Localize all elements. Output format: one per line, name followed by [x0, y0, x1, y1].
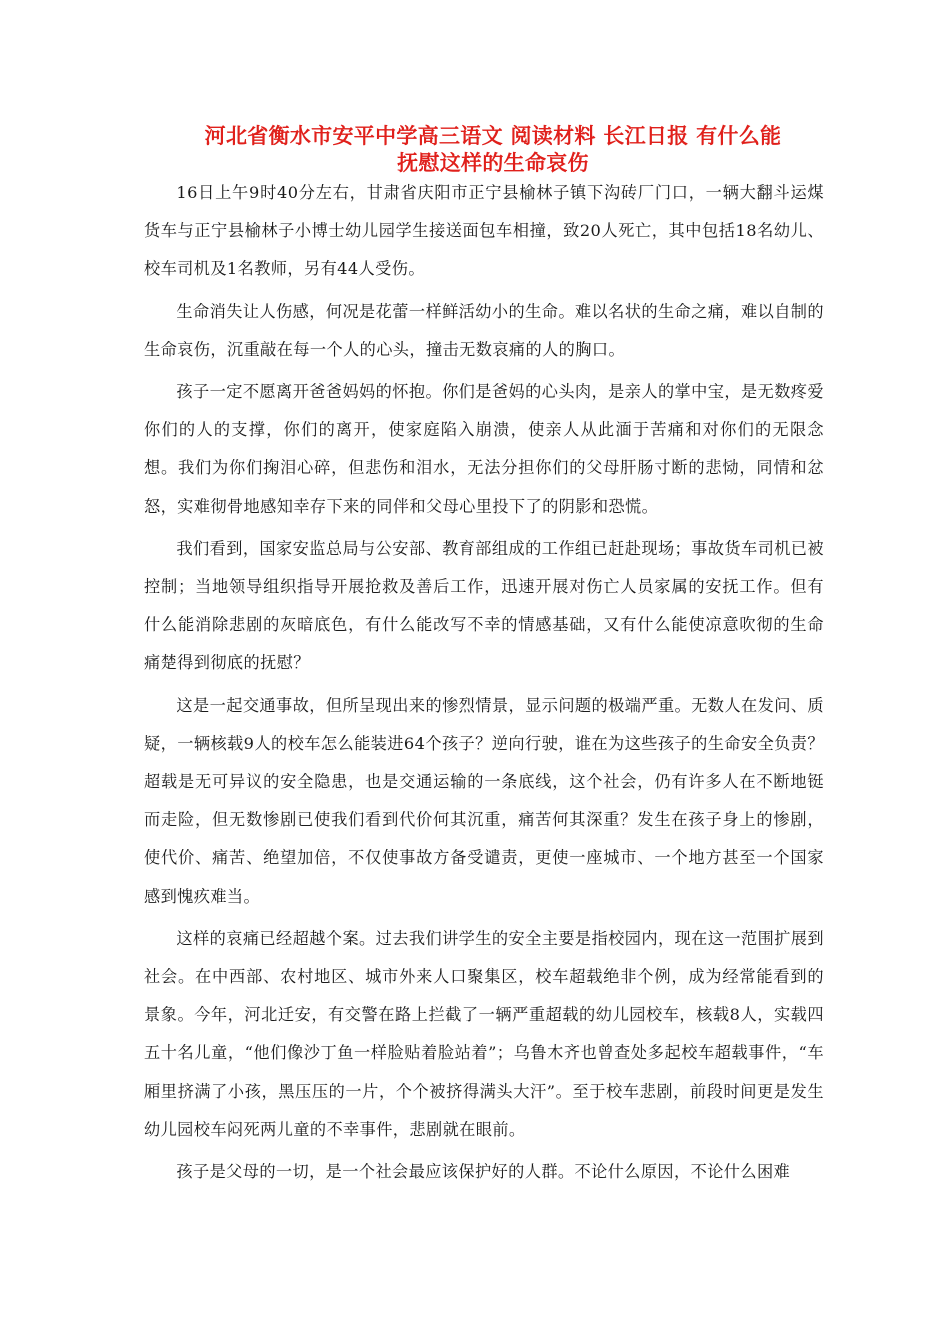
- article-body: [144, 174, 824, 1191]
- paragraph-5: 这是一起交通事故，但所呈现出来的惨烈情景，显示问题的极端严重。无数人在发问、质疑，一辆核载9人的校车怎么能装进64个孩子？逆向行驶，谁在为这些孩子的生命安全负责？超载是无可异议的安全隐患，也是交通运输的一条底线，这个社会，仍有许多人在不断地铤而走险，但无数惨剧已使我们看到代价何其沉重，痛苦何其深重？发生在孩子身上的惨剧，使代价、痛苦、绝望加倍，不仅使事故方备受谴责，更使一座城市、一个地方甚至一个国家感到愧疚难当。: [144, 695, 824, 906]
- document-title-line-2: 抚慰这样的生命哀伤: [397, 151, 589, 175]
- paragraph-4: 我们看到，国家安监总局与公安部、教育部组成的工作组已赶赴现场；事故货车司机已被控制；当地领导组织指导开展抢救及善后工作，迅速开展对伤亡人员家属的安抚工作。但有什么能消除悲剧的灰暗底色，有什么能改写不幸的情感基础，又有什么能使凉意吹彻的生命痛楚得到彻底的抚慰？: [144, 538, 824, 673]
- paragraph-7: 孩子是父母的一切，是一个社会最应该保护好的人群。不论什么原因，不论什么困难: [176, 1162, 791, 1182]
- document-title-line-1: 河北省衡水市安平中学高三语文 阅读材料 长江日报 有什么能: [204, 124, 782, 148]
- paragraph-3: 孩子一定不愿离开爸爸妈妈的怀抱。你们是爸妈的心头肉，是亲人的掌中宝，是无数疼爱你们的人的支撑，你们的离开，使家庭陷入崩溃，使亲人从此湎于苦痛和对你们的无限念想。我们为你们掬泪心碎，但悲伤和泪水，无法分担你们的父母肝肠寸断的悲恸，同情和忿怒，实难彻骨地感知幸存下来的同伴和父母心里投下了的阴影和恐慌。: [144, 382, 824, 516]
- paragraph-1: 16日上午9时40分左右，甘肃省庆阳市正宁县榆林子镇下沟砖厂门口，一辆大翻斗运煤货车与正宁县榆林子小博士幼儿园学生接送面包车相撞，致20人死亡，其中包括18名幼儿、校车司机及1名教师，另有44人受伤。: [144, 183, 824, 279]
- paragraph-2: 生命消失让人伤感，何况是花蕾一样鲜活幼小的生命。难以名状的生命之痛，难以自制的生命哀伤，沉重敲在每一个人的心头，撞击无数哀痛的人的胸口。: [144, 301, 824, 359]
- paragraph-6: 这样的哀痛已经超越个案。过去我们讲学生的安全主要是指校园内，现在这一范围扩展到社会。在中西部、农村地区、城市外来人口聚集区，校车超载绝非个例，成为经常能看到的景象。今年，河北迁安，有交警在路上拦截了一辆严重超载的幼儿园校车，核载8人，实载四五十名儿童，“他们像沙丁鱼一样脸贴着脸站着”；乌鲁木齐也曾查处多起校车超载事件，“车厢里挤满了小孩，黑压压的一片，个个被挤得满头大汗”。至于校车悲剧，前段时间更是发生幼儿园校车闷死两儿童的不幸事件，悲剧就在眼前。: [144, 928, 824, 1139]
